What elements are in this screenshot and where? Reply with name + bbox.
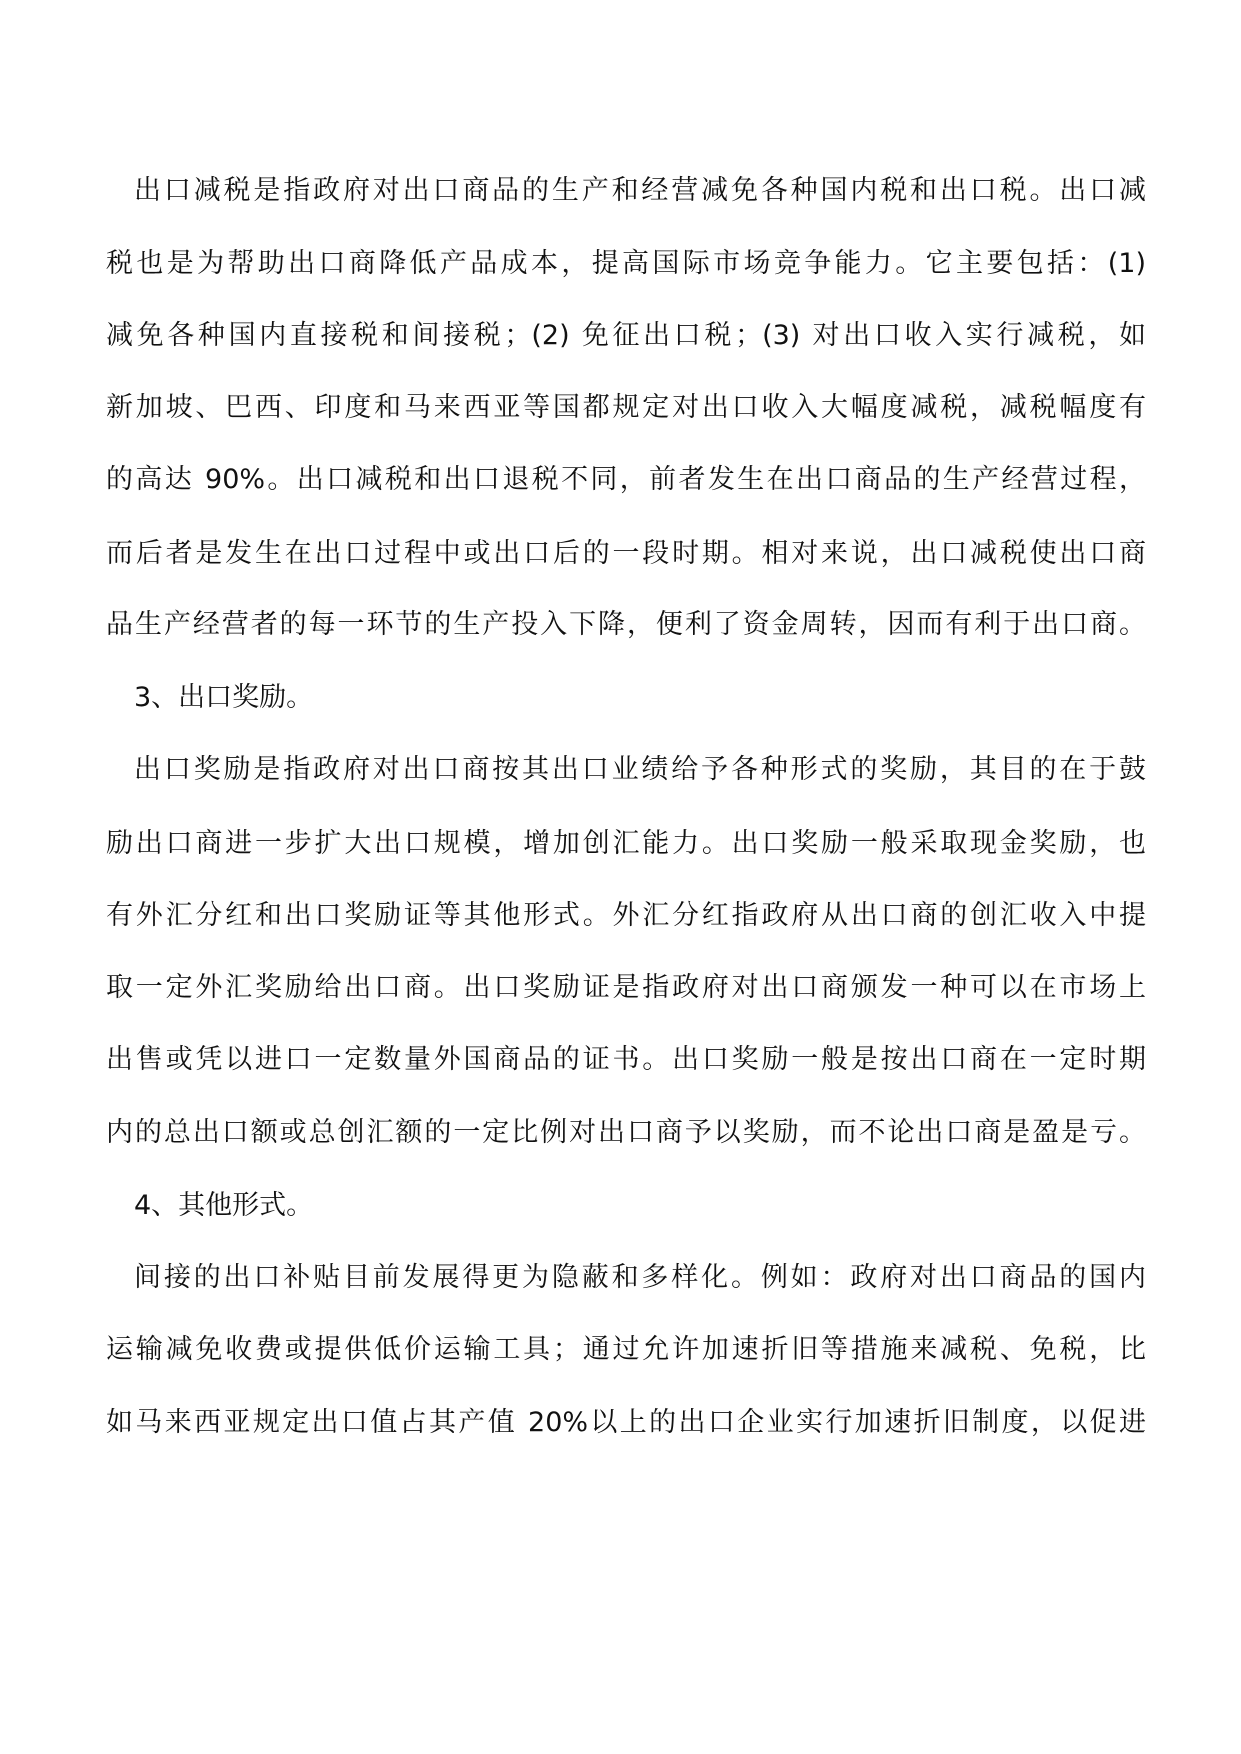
paragraph-line: 减免各种国内直接税和间接税；(2) 免征出口税；(3) 对出口收入实行减税，如 (106, 320, 1146, 351)
paragraph-line: 如马来西亚规定出口值占其产值 20%以上的出口企业实行加速折旧制度，以促进 (106, 1407, 1146, 1438)
paragraph-line: 取一定外汇奖励给出口商。出口奖励证是指政府对出口商颁发一种可以在市场上 (106, 972, 1146, 1003)
paragraph-line: 运输减免收费或提供低价运输工具；通过允许加速折旧等措施来减税、免税，比 (106, 1334, 1146, 1365)
paragraph-line: 有外汇分红和出口奖励证等其他形式。外汇分红指政府从出口商的创汇收入中提 (106, 900, 1146, 931)
paragraph-line: 出口奖励是指政府对出口商按其出口业绩给予各种形式的奖励，其目的在于鼓 (134, 754, 1146, 785)
paragraph-line: 而后者是发生在出口过程中或出口后的一段时期。相对来说，出口减税使出口商 (106, 538, 1146, 569)
paragraph-line: 出口减税是指政府对出口商品的生产和经营减免各种国内税和出口税。出口减 (134, 175, 1146, 206)
paragraph-line: 内的总出口额或总创汇额的一定比例对出口商予以奖励，而不论出口商是盈是亏。 (106, 1117, 1146, 1148)
paragraph-line: 间接的出口补贴目前发展得更为隐蔽和多样化。例如：政府对出口商品的国内 (134, 1262, 1146, 1293)
paragraph-line: 励出口商进一步扩大出口规模，增加创汇能力。出口奖励一般采取现金奖励，也 (106, 828, 1146, 859)
paragraph-line: 新加坡、巴西、印度和马来西亚等国都规定对出口收入大幅度减税，减税幅度有 (106, 392, 1146, 423)
paragraph-line: 品生产经营者的每一环节的生产投入下降，便利了资金周转，因而有利于出口商。 (106, 609, 1146, 640)
paragraph-line: 税也是为帮助出口商降低产品成本，提高国际市场竞争能力。它主要包括：(1) (106, 248, 1146, 279)
section-heading: 4、其他形式。 (134, 1190, 314, 1221)
paragraph-line: 的高达 90%。出口减税和出口退税不同，前者发生在出口商品的生产经营过程， (106, 464, 1146, 495)
paragraph-line: 出售或凭以进口一定数量外国商品的证书。出口奖励一般是按出口商在一定时期 (106, 1044, 1146, 1075)
section-heading: 3、出口奖励。 (134, 682, 314, 713)
